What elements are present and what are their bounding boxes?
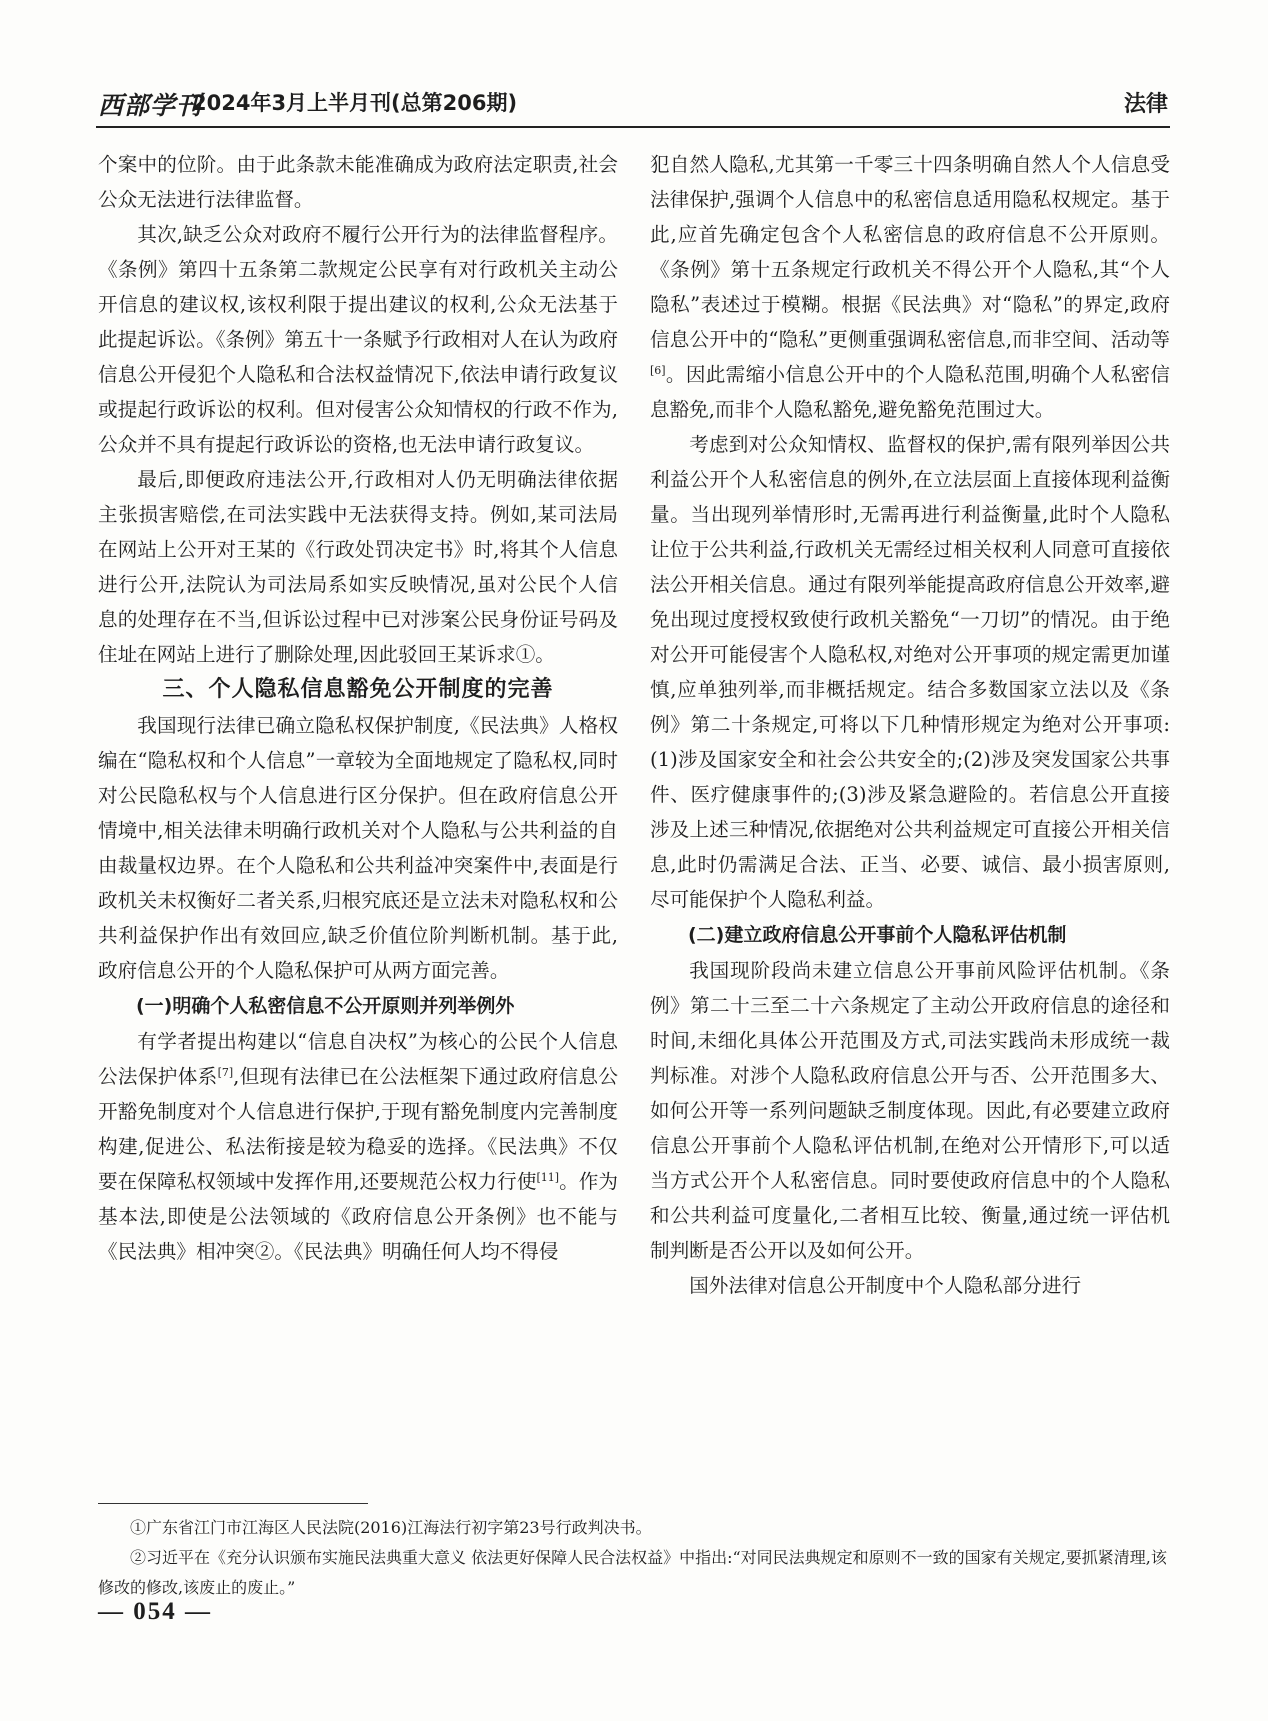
right-column [650, 147, 1170, 1487]
footnote: ①广东省江门市江海区人民法院(2016)江海法行初字第23号行政判决书。 [130, 1518, 652, 1537]
left-column [98, 147, 618, 1487]
text-run: 有学者提出构建以“信息自决权”为核心的公民个人信息公法保护体系 [98, 1030, 618, 1088]
paragraph: 国外法律对信息公开制度中个人隐私部分进行 [689, 1274, 1082, 1297]
paragraph: 其次,缺乏公众对政府不履行公开行为的法律监督程序。《条例》第四十五条第二款规定公民享有对行政机关主动公开信息的建议权,该权利限于提出建议的权利,公众无法基于此提起诉讼。《条例》第五十一条赋予行政相对人在认为政府信息公开侵犯个人隐私和合法权益情况下,依法申请行政复议或提起行政诉讼的权利。但对侵害公众知情权的行政不作为,公众并不具有提起行政诉讼的资格,也无法申请行政复议。 [98, 223, 618, 456]
text-run: 犯自然人隐私,尤其第一千零三十四条明确自然人个人信息受法律保护,强调个人信息中的私密信息适用隐私权规定。基于此,应首先确定包含个人私密信息的政府信息不公开原则。《条例》第十五条规定行政机关不得公开个人隐私,其“个人隐私”表述过于模糊。根据《民法典》对“隐私”的界定,政府信息公开中的“隐私”更侧重强调私密信息,而非空间、活动等 [650, 153, 1170, 351]
page-number: — 054 — [98, 1598, 212, 1625]
paragraph: 个案中的位阶。由于此条款未能准确成为政府法定职责,社会公众无法进行法律监督。 [98, 153, 618, 211]
paragraph: 我国现行法律已确立隐私权保护制度,《民法典》人格权编在“隐私权和个人信息”一章较为全面地规定了隐私权,同时对公民隐私权与个人信息进行区分保护。但在政府信息公开情境中,相关法律未明确行政机关对个人隐私与公共利益的自由裁量权边界。在个人隐私和公共利益冲突案件中,表面是行政机关未权衡好二者关系,归根究底还是立法未对隐私权和公共利益保护作出有效回应,缺乏价值位阶判断机制。基于此,政府信息公开的个人隐私保护可从两方面完善。 [98, 714, 618, 982]
subsection-heading: (二)建立政府信息公开事前个人隐私评估机制 [688, 924, 1067, 946]
footnote: ②习近平在《充分认识颁布实施民法典重大意义 依法更好保障人民合法权益》中指出:“对同民法典规定和原则不一致的国家有关规定,要抓紧清理,该修改的修改,该废止的废止。” [98, 1548, 1167, 1597]
footnotes [98, 1513, 1170, 1603]
citation-ref: [6] [650, 364, 666, 377]
paragraph: 我国现阶段尚未建立信息公开事前风险评估机制。《条例》第二十三至二十六条规定了主动公开政府信息的途径和时间,未细化具体公开范围及方式,司法实践尚未形成统一裁判标准。对涉个人隐私政府信息公开与否、公开范围多大、如何公开等一系列问题缺乏制度体现。因此,有必要建立政府信息公开事前个人隐私评估机制,在绝对公开情形下,可以适当方式公开个人私密信息。同时要使政府信息中的个人隐私和公共利益可度量化,二者相互比较、衡量,通过统一评估机制判断是否公开以及如何公开。 [650, 959, 1170, 1262]
text-run: 。作为基本法,即使是公法领域的《政府信息公开条例》也不能与《民法典》相冲突②。《民法典》明确任何人均不得侵 [98, 1170, 618, 1263]
citation-ref: [7] [217, 1066, 234, 1079]
text-run: ,但现有法律已在公法框架下通过政府信息公开豁免制度对个人信息进行保护,于现有豁免制度内完善制度构建,促进公、私法衔接是较为稳妥的选择。《民法典》不仅要在保障私权领域中发挥作用,还要规范公权力行使 [98, 1065, 618, 1193]
paragraph [98, 1024, 618, 1269]
paragraph [650, 147, 1170, 427]
section-name: 法律 [1123, 92, 1168, 117]
section-heading: 三、个人隐私信息豁免公开制度的完善 [162, 677, 554, 702]
text-run: 。因此需缩小信息公开中的个人隐私范围,明确个人私密信息豁免,而非个人隐私豁免,避免豁免范围过大。 [650, 363, 1170, 421]
footnote-divider [98, 1503, 368, 1504]
citation-ref: [11] [536, 1171, 560, 1184]
subsection-heading: (一)明确个人私密信息不公开原则并列举例外 [136, 995, 515, 1017]
issue-info: 2024年3月上半月刊(总第206期) [192, 91, 518, 115]
journal-logo: 西部学刊 [98, 91, 203, 120]
running-header [96, 86, 1170, 128]
paragraph: 最后,即便政府违法公开,行政相对人仍无明确法律依据主张损害赔偿,在司法实践中无法获得支持。例如,某司法局在网站上公开对王某的《行政处罚决定书》时,将其个人信息进行公开,法院认为司法局系如实反映情况,虽对公民个人信息的处理存在不当,但诉讼过程中已对涉案公民身份证号码及住址在网站上进行了删除处理,因此驳回王某诉求①。 [98, 468, 618, 666]
paragraph: 考虑到对公众知情权、监督权的保护,需有限列举因公共利益公开个人私密信息的例外,在立法层面上直接体现利益衡量。当出现列举情形时,无需再进行利益衡量,此时个人隐私让位于公共利益,行政机关无需经过相关权利人同意可直接依法公开相关信息。通过有限列举能提高政府信息公开效率,避免出现过度授权致使行政机关豁免“一刀切”的情况。由于绝对公开可能侵害个人隐私权,对绝对公开事项的规定需更加谨慎,应单独列举,而非概括规定。结合多数国家立法以及《条例》第二十条规定,可将以下几种情形规定为绝对公开事项:(1)涉及国家安全和社会公共安全的;(2)涉及突发国家公共事件、医疗健康事件的;(3)涉及紧急避险的。若信息公开直接涉及上述三种情况,依据绝对公共利益规定可直接公开相关信息,此时仍需满足合法、正当、必要、诚信、最小损害原则,尽可能保护个人隐私利益。 [650, 433, 1170, 911]
